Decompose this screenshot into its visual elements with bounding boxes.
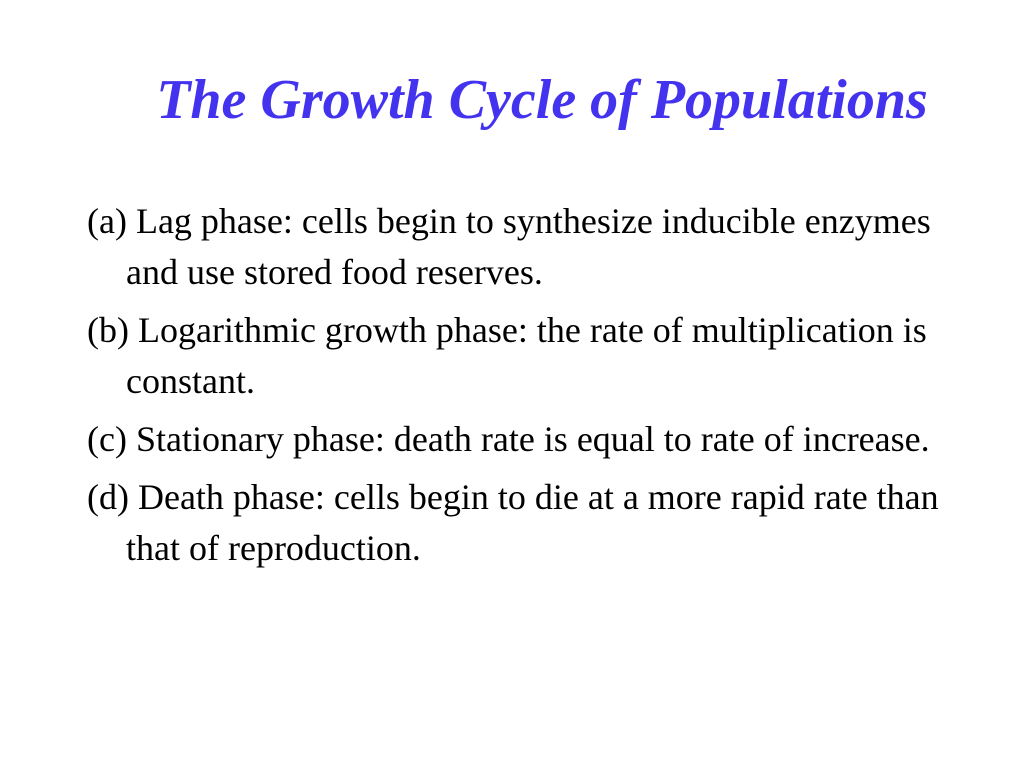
phase-item-stationary: (c) Stationary phase: death rate is equal to rate of increase. [87, 419, 930, 459]
slide-title: The Growth Cycle of Populations [156, 69, 928, 131]
phase-item-lag: (a) Lag phase: cells begin to synthesize inducible enzymes and use stored food reserves. [87, 201, 931, 292]
phase-item-logarithmic: (b) Logarithmic growth phase: the rate of multiplication is constant. [87, 310, 927, 401]
phase-item-death: (d) Death phase: cells begin to die at a more rapid rate than that of reproduction. [87, 477, 939, 568]
phase-list [87, 196, 957, 581]
